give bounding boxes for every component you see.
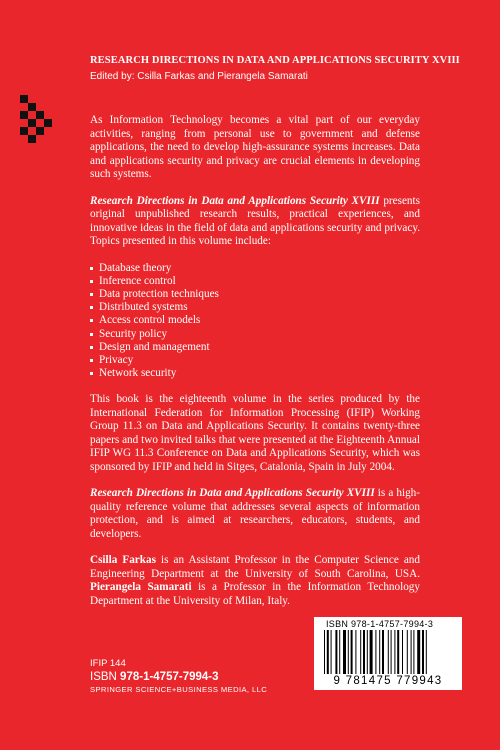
series-paragraph: This book is the eighteenth volume in the series produced by the International Federation for Information Processing (IFIP) Working Group 11.3 on Data and Applications Security. It contains twenty-three papers and two invited talks that were presented at the Eighteenth Annual IFIP WG 11.3 Conference on Data and Applications Security, which was sponsored by IFIP and held in Sitges, Catalonia, Spain in July 2004. xyxy=(90,393,420,473)
presents-paragraph xyxy=(90,195,420,249)
barcode-digits: 9 781475 779943 xyxy=(333,675,443,687)
reference-text: is a high-quality reference volume that addresses several aspects of information protection, and is aimed at researchers, educators, students, and developers. xyxy=(90,487,421,540)
topics-list xyxy=(90,262,420,381)
list-item: Network security xyxy=(90,367,420,380)
book-title-italic: Research Directions in Data and Applications Security XVIII xyxy=(90,194,380,207)
editors-bio xyxy=(90,554,420,608)
editors-line: Edited by: Csilla Farkas and Pierangela Samarati xyxy=(90,71,308,82)
book-title-italic: Research Directions in Data and Applications Security XVIII xyxy=(90,487,375,500)
publisher-name: SPRINGER SCIENCE+BUSINESS MEDIA, LLC xyxy=(90,685,268,694)
list-item: Database theory xyxy=(90,262,420,275)
presents-text: presents original unpublished research results, practical experiences, and innovative ideas in the field of data and applications security and privacy. Topics presented in this volume include: xyxy=(90,194,420,247)
editor-bio-text: is a Professor in the Information Technology Department at the University of Milan, Italy. xyxy=(90,581,420,607)
isbn-barcode xyxy=(314,617,462,690)
reference-paragraph xyxy=(90,487,420,541)
list-item: Security policy xyxy=(90,328,420,341)
intro-paragraph: As Information Technology becomes a vital part of our everyday activities, ranging from personal use to government and defense applications, the need to develop high-assurance systems increases. Data and applications security and privacy are crucial elements in developing such systems. xyxy=(90,114,420,180)
barcode-bars-icon xyxy=(318,630,458,676)
isbn-line xyxy=(90,670,267,684)
list-item: Access control models xyxy=(90,314,420,327)
ifip-logo-icon xyxy=(20,95,60,145)
book-title: RESEARCH DIRECTIONS IN DATA AND APPLICATIONS SECURITY XVIII xyxy=(90,55,460,66)
editor-name: Pierangela Samarati xyxy=(90,581,192,594)
list-item: Inference control xyxy=(90,275,420,288)
list-item: Privacy xyxy=(90,354,420,367)
editor-bio-text: is an Assistant Professor in the Computer Science and Engineering Department at the University of South Carolina, USA. xyxy=(90,554,420,580)
series-number: IFIP 144 xyxy=(90,658,126,669)
barcode-isbn-text: ISBN 978-1-4757-7994-3 xyxy=(326,619,434,629)
description-body xyxy=(90,114,420,621)
editor-name: Csilla Farkas xyxy=(90,554,156,567)
list-item: Data protection techniques xyxy=(90,288,420,301)
isbn-number: 978-1-4757-7994-3 xyxy=(120,671,219,683)
list-item: Design and management xyxy=(90,341,420,354)
list-item: Distributed systems xyxy=(90,301,420,314)
publication-info xyxy=(90,658,267,695)
isbn-prefix: ISBN xyxy=(90,671,121,683)
